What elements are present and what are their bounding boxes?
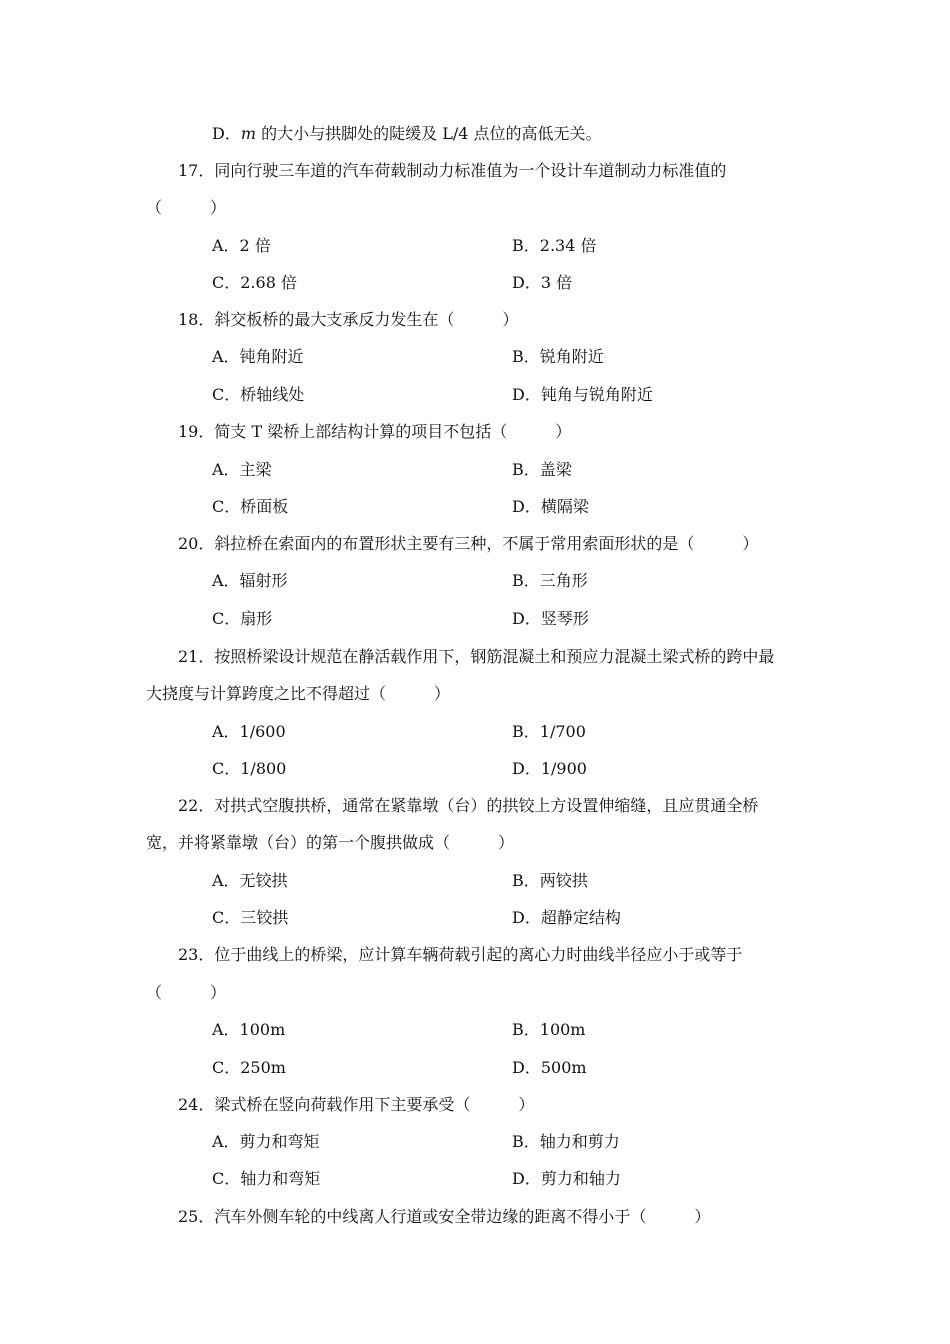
q21-option-b: B．1/700: [512, 722, 586, 741]
q24-text: 24．梁式桥在竖向荷载作用下主要承受（ ）: [178, 1095, 535, 1114]
q17-text: 17．同向行驶三车道的汽车荷载制动力标准值为一个设计车道制动力标准值的: [178, 161, 727, 180]
q16-option-d-text: 的大小与拱脚处的陡缓及 L/4 点位的高低无关。: [256, 124, 602, 143]
q17-option-a: A．2 倍: [212, 236, 271, 255]
q22-text-cont: 宽，并将紧靠墩（台）的第一个腹拱做成（ ）: [146, 833, 515, 852]
q22-option-a: A．无铰拱: [212, 871, 288, 890]
q18-text: 18．斜交板桥的最大支承反力发生在（ ）: [178, 310, 519, 329]
q18-option-b: B．锐角附近: [512, 347, 604, 366]
q24-option-a: A．剪力和弯矩: [212, 1132, 320, 1151]
q19-option-a: A．主梁: [212, 460, 272, 479]
q16-option-d-var: m: [240, 124, 257, 143]
q20-option-d: D．竖琴形: [512, 609, 589, 628]
q19-text: 19．简支 T 梁桥上部结构计算的项目不包括（ ）: [178, 422, 572, 441]
q19-option-c: C．桥面板: [212, 497, 289, 516]
q17-option-d: D．3 倍: [512, 273, 573, 292]
q23-option-a: A．100m: [212, 1020, 286, 1039]
q20-option-c: C．扇形: [212, 609, 273, 628]
q21-text: 21．按照桥梁设计规范在静活载作用下，钢筋混凝土和预应力混凝土梁式桥的跨中最: [178, 647, 775, 666]
q18-option-a: A．钝角附近: [212, 347, 304, 366]
q23-blank: （ ）: [146, 983, 227, 1002]
q22-text: 22．对拱式空腹拱桥，通常在紧靠墩（台）的拱铰上方设置伸缩缝，且应贯通全桥: [178, 796, 759, 815]
q16-option-d-prefix: D．: [212, 124, 241, 143]
q25-text: 25．汽车外侧车轮的中线离人行道或安全带边缘的距离不得小于（ ）: [178, 1207, 711, 1226]
q19-option-b: B．盖梁: [512, 460, 572, 479]
q20-option-b: B．三角形: [512, 571, 588, 590]
q16-option-d: [212, 123, 601, 145]
q18-option-c: C．桥轴线处: [212, 385, 305, 404]
q22-option-d: D．超静定结构: [512, 908, 621, 927]
q24-option-b: B．轴力和剪力: [512, 1132, 620, 1151]
q22-option-c: C．三铰拱: [212, 908, 289, 927]
q21-option-c: C．1/800: [212, 759, 287, 778]
q23-option-c: C．250m: [212, 1058, 286, 1077]
q20-option-a: A．辐射形: [212, 571, 288, 590]
q21-option-d: D．1/900: [512, 759, 587, 778]
q24-option-c: C．轴力和弯矩: [212, 1169, 321, 1188]
q20-text: 20．斜拉桥在索面内的布置形状主要有三种，不属于常用索面形状的是（ ）: [178, 534, 759, 553]
q17-option-c: C．2.68 倍: [212, 273, 297, 292]
q21-text-cont: 大挠度与计算跨度之比不得超过（ ）: [146, 684, 451, 703]
q17-option-b: B．2.34 倍: [512, 236, 597, 255]
q23-option-d: D．500m: [512, 1058, 587, 1077]
q19-option-d: D．横隔梁: [512, 497, 589, 516]
q23-text: 23．位于曲线上的桥梁，应计算车辆荷载引起的离心力时曲线半径应小于或等于: [178, 945, 743, 964]
q24-option-d: D．剪力和轴力: [512, 1169, 621, 1188]
q18-option-d: D．钝角与锐角附近: [512, 385, 653, 404]
q23-option-b: B．100m: [512, 1020, 586, 1039]
q17-blank: （ ）: [146, 198, 227, 217]
q21-option-a: A．1/600: [212, 722, 286, 741]
q22-option-b: B．两铰拱: [512, 871, 588, 890]
